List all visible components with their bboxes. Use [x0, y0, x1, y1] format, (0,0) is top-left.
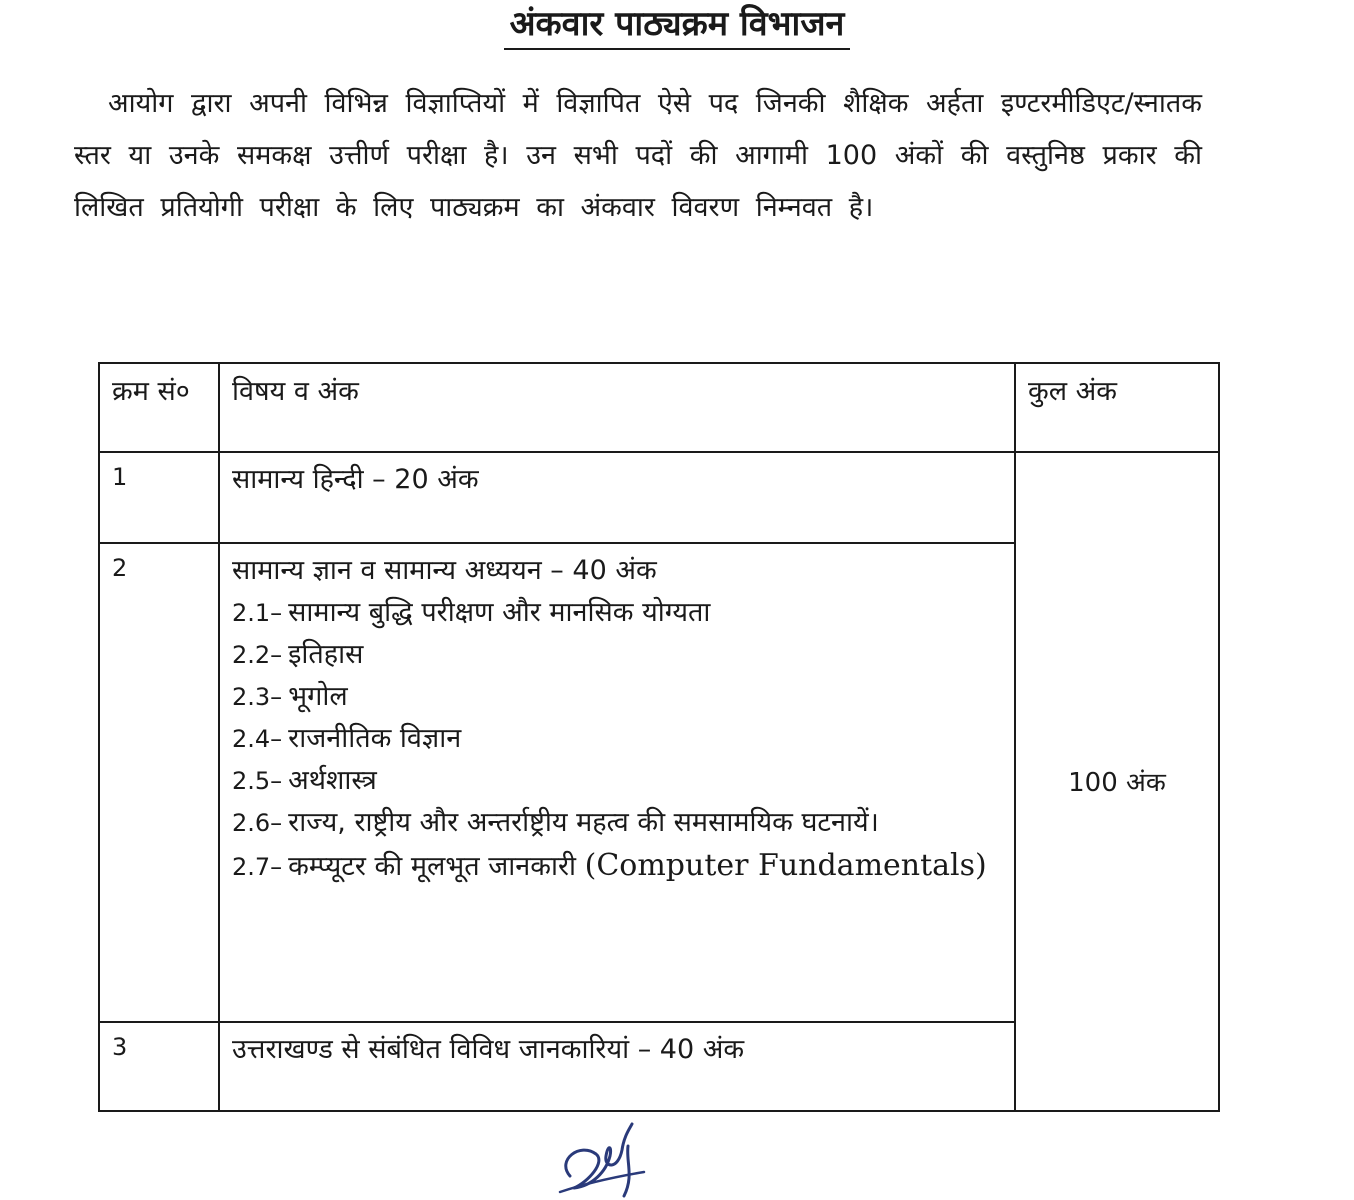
signature-mark — [548, 1116, 658, 1200]
list-item — [232, 718, 1002, 760]
row-2-number-cell — [99, 543, 219, 1022]
table-header-row — [99, 363, 1219, 452]
subtopic-text: राज्य, राष्ट्रीय और अन्तर्राष्ट्रीय महत्व की समसामयिक घटनायें। — [288, 806, 879, 838]
row-3-subject: उत्तराखण्ड से संबंधित विविध जानकारियां – 40 अंक — [232, 1034, 745, 1066]
row-1-subject-cell — [219, 452, 1015, 543]
list-item — [232, 592, 1002, 634]
list-item — [232, 676, 1002, 718]
subtopic-text: सामान्य बुद्धि परीक्षण और मानसिक योग्यता — [288, 596, 711, 628]
list-item — [232, 760, 1002, 802]
row-3-number: 3 — [112, 1033, 128, 1062]
row-3-number-cell — [99, 1022, 219, 1111]
subtopic-code: 2.4– — [232, 724, 283, 753]
serial-header-text: क्रम सं० — [112, 376, 190, 407]
list-item — [232, 634, 1002, 676]
table-row — [99, 452, 1219, 543]
intro-paragraph: आयोग द्वारा अपनी विभिन्न विज्ञाप्तियों में विज्ञापित ऐसे पद जिनकी शैक्षिक अर्हता इण्टरमीडिएट/स्नातक स्तर या उनके समकक्ष उत्तीर्ण परीक्षा है। उन सभी पदों की आगामी 100 अंकों की वस्तुनिष्ठ प्रकार की लिखित प्रतियोगी परीक्षा के लिए पाठ्यक्रम का अंकवार विवरण निम्नवत है। — [74, 88, 1202, 223]
subtopic-text: इतिहास — [288, 638, 364, 670]
subtopic-text: भूगोल — [288, 680, 348, 712]
subtopic-text: अर्थशास्त्र — [288, 764, 377, 796]
total-marks: 100 अंक — [1068, 768, 1166, 799]
total-header — [1015, 363, 1219, 452]
subtopic-code: 2.6– — [232, 808, 283, 837]
total-marks-cell — [1015, 452, 1219, 1111]
document-title — [0, 4, 1354, 50]
document-title-text: अंकवार पाठ्यक्रम विभाजन — [504, 4, 851, 50]
subtopic-code: 2.2– — [232, 640, 283, 669]
row-3-subject-cell — [219, 1022, 1015, 1111]
list-item — [232, 802, 1002, 844]
subtopic-text: कम्प्यूटर की मूलभूत जानकारी — [288, 850, 577, 882]
subtopic-english-text: (Computer Fundamentals) — [584, 847, 987, 883]
serial-header — [99, 363, 219, 452]
row-1-number: 1 — [112, 462, 128, 491]
row-1-subject: सामान्य हिन्दी – 20 अंक — [232, 463, 479, 495]
list-item — [232, 844, 1002, 888]
row-1-number-cell — [99, 452, 219, 543]
syllabus-table — [98, 362, 1220, 1112]
subtopic-code: 2.7– — [232, 852, 283, 881]
subtopic-text: राजनीतिक विज्ञान — [288, 722, 462, 754]
subtopic-list — [232, 592, 1002, 888]
subtopic-code: 2.1– — [232, 598, 283, 627]
subject-header-text: विषय व अंक — [232, 376, 359, 407]
subtopic-code: 2.3– — [232, 682, 283, 711]
row-2-subject: सामान्य ज्ञान व सामान्य अध्ययन – 40 अंक — [232, 554, 657, 586]
subject-header — [219, 363, 1015, 452]
row-2-subject-cell — [219, 543, 1015, 1022]
row-2-number: 2 — [112, 553, 128, 582]
subtopic-code: 2.5– — [232, 766, 283, 795]
total-header-text: कुल अंक — [1028, 376, 1117, 407]
